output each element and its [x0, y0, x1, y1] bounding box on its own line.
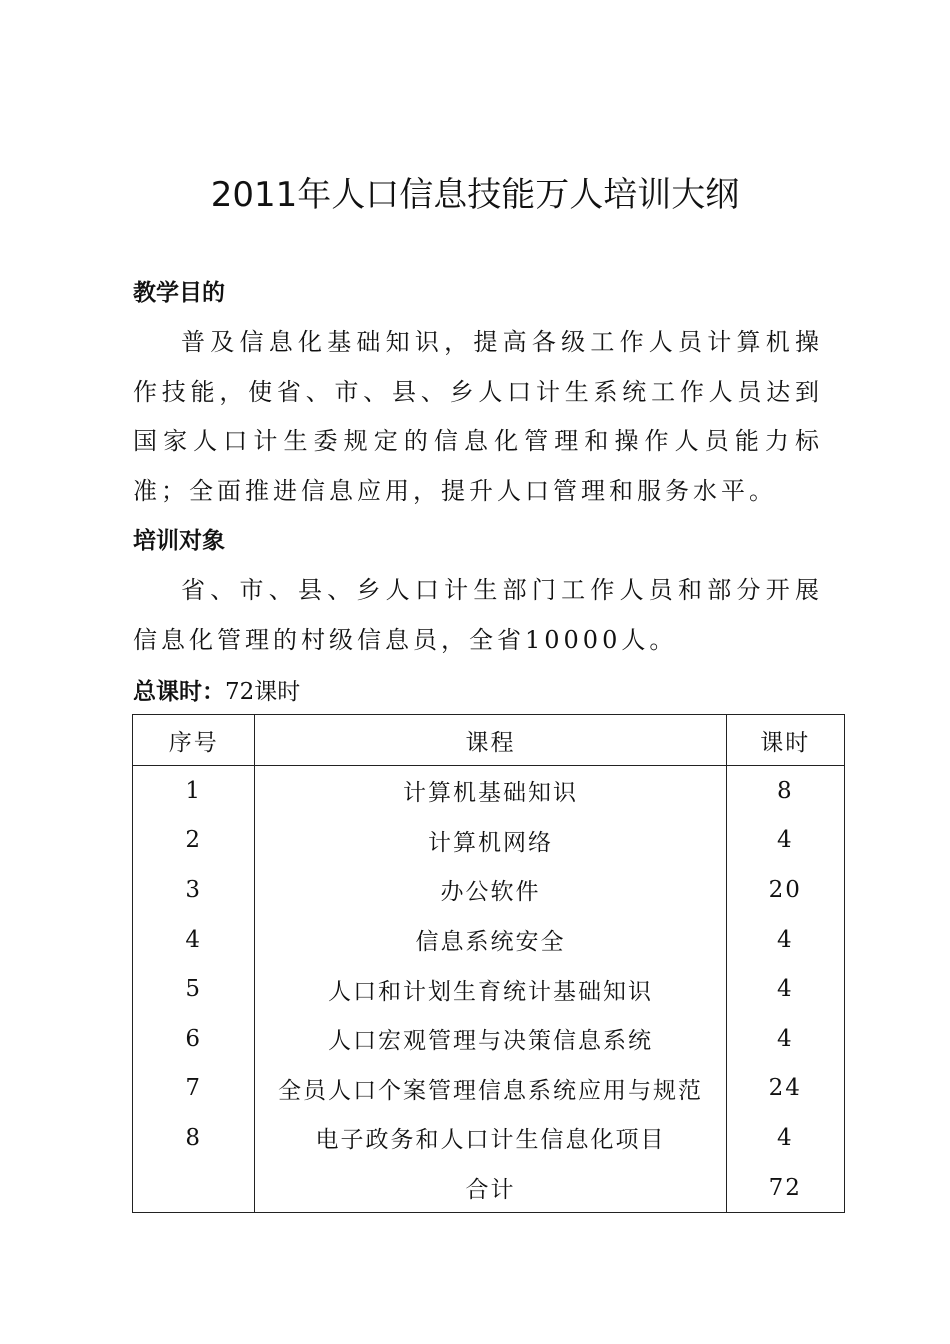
row-no: 5	[133, 964, 255, 1014]
header-hours: 课时	[726, 715, 844, 766]
row-hours: 4	[726, 915, 844, 965]
section-text-audience: 省、市、县、乡人口计生部门工作人员和部分开展信息化管理的村级信息员，全省10000人。	[133, 576, 823, 654]
row-hours: 20	[726, 865, 844, 915]
row-course: 计算机网络	[255, 816, 726, 866]
section-text-goal: 普及信息化基础知识，提高各级工作人员计算机操作技能，使省、市、县、乡人口计生系统工作人员达到国家人口计生委规定的信息化管理和操作人员能力标准；全面推进信息应用，提升人口管理和服务水平。	[133, 328, 823, 505]
row-no: 8	[133, 1113, 255, 1163]
row-course: 合计	[255, 1163, 726, 1213]
row-course: 办公软件	[255, 865, 726, 915]
total-hours-value: 72课时	[225, 679, 301, 705]
row-course: 电子政务和人口计生信息化项目	[255, 1113, 726, 1163]
table-row	[133, 1014, 845, 1064]
table-header-row	[133, 715, 845, 766]
table-row	[133, 964, 845, 1014]
row-no	[133, 1163, 255, 1213]
row-course: 信息系统安全	[255, 915, 726, 965]
total-hours-line	[133, 676, 300, 708]
row-hours: 4	[726, 1014, 844, 1064]
row-no: 7	[133, 1064, 255, 1114]
row-no: 1	[133, 766, 255, 816]
row-course: 全员人口个案管理信息系统应用与规范	[255, 1064, 726, 1114]
table-row	[133, 915, 845, 965]
row-hours: 8	[726, 766, 844, 816]
table-row	[133, 865, 845, 915]
course-table	[132, 714, 845, 1213]
row-hours: 4	[726, 1113, 844, 1163]
row-course: 人口和计划生育统计基础知识	[255, 964, 726, 1014]
table-row	[133, 816, 845, 866]
row-course: 人口宏观管理与决策信息系统	[255, 1014, 726, 1064]
table-row	[133, 766, 845, 816]
section-heading-audience: 培训对象	[133, 528, 225, 554]
row-hours: 4	[726, 816, 844, 866]
row-no: 2	[133, 816, 255, 866]
row-hours: 72	[726, 1163, 844, 1213]
section-heading-goal: 教学目的	[133, 280, 225, 306]
table-row	[133, 1064, 845, 1114]
row-course: 计算机基础知识	[255, 766, 726, 816]
table-row	[133, 1113, 845, 1163]
document-title: 2011年人口信息技能万人培训大纲	[210, 175, 740, 215]
row-no: 4	[133, 915, 255, 965]
row-no: 6	[133, 1014, 255, 1064]
header-no: 序号	[133, 715, 255, 766]
row-hours: 4	[726, 964, 844, 1014]
total-hours-label: 总课时：	[133, 679, 225, 705]
header-course: 课程	[255, 715, 726, 766]
row-no: 3	[133, 865, 255, 915]
row-hours: 24	[726, 1064, 844, 1114]
table-total-row	[133, 1163, 845, 1213]
